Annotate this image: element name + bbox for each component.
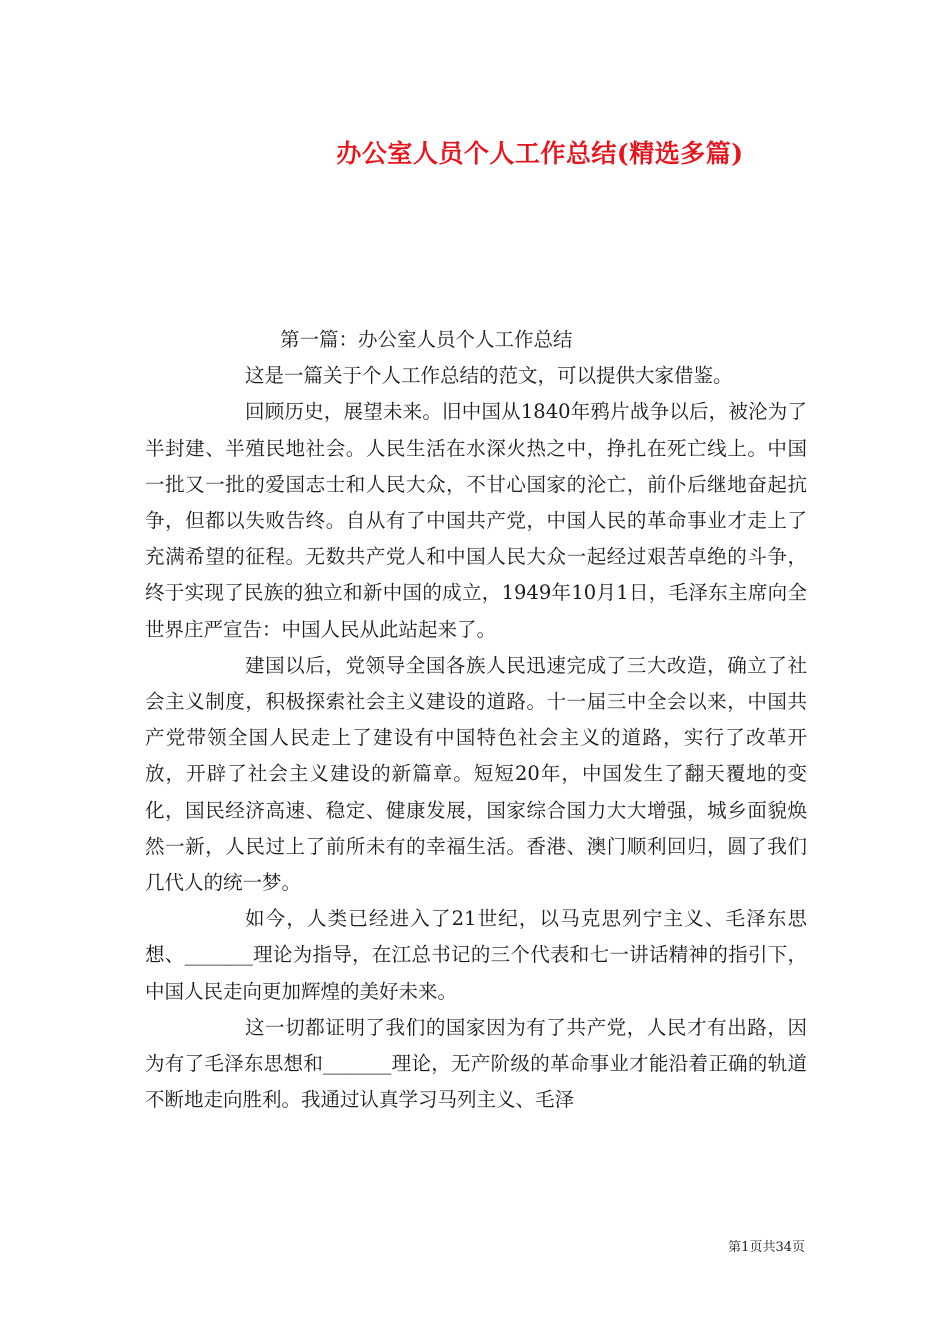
paragraph: 如今，人类已经进入了21世纪，以马克思列宁主义、毛泽东思想、_______理论为指导，在江总书记的三个代表和七一讲话精神的指引下，中国人民走向更加辉煌的美好未来。 [145, 907, 807, 1003]
section-heading: 第一篇：办公室人员个人工作总结 [280, 328, 573, 351]
paragraph: 这一切都证明了我们的国家因为有了共产党，人民才有出路，因为有了毛泽东思想和_______理论，无产阶级的革命事业才能沿着正确的轨道不断地走向胜利。我通过认真学习马列主义、毛泽 [145, 1015, 807, 1112]
intro-paragraph: 这是一篇关于个人工作总结的范文，可以提供大家借鉴。 [245, 364, 733, 388]
document-title: 办公室人员个人工作总结(精选多篇) [336, 139, 744, 168]
page-footer: 第1页共34页 [728, 1240, 805, 1255]
paragraph: 回顾历史，展望未来。旧中国从1840年鸦片战争以后，被沦为了半封建、半殖民地社会。人民生活在水深火热之中，挣扎在死亡线上。中国一批又一批的爱国志士和人民大众，不甘心国家的沦亡，前仆后继地奋起抗争，但都以失败告终。自从有了中国共产党，中国人民的革命事业才走上了充满希望的征程。无数共产党人和中国人民大众一起经过艰苦卓绝的斗争，终于实现了民族的独立和新中国的成立，1949年10月1日，毛泽东主席向全世界庄严宣告：中国人民从此站起来了。 [145, 400, 807, 641]
paragraph: 建国以后，党领导全国各族人民迅速完成了三大改造，确立了社会主义制度，积极探索社会主义建设的道路。十一届三中全会以来，中国共产党带领全国人民走上了建设有中国特色社会主义的道路，实行了改革开放，开辟了社会主义建设的新篇章。短短20年，中国发生了翻天覆地的变化，国民经济高速、稳定、健康发展，国家综合国力大大增强，城乡面貌焕然一新，人民过上了前所未有的幸福生活。香港、澳门顺利回归，圆了我们几代人的统一梦。 [145, 653, 807, 895]
document-body [145, 322, 807, 1118]
